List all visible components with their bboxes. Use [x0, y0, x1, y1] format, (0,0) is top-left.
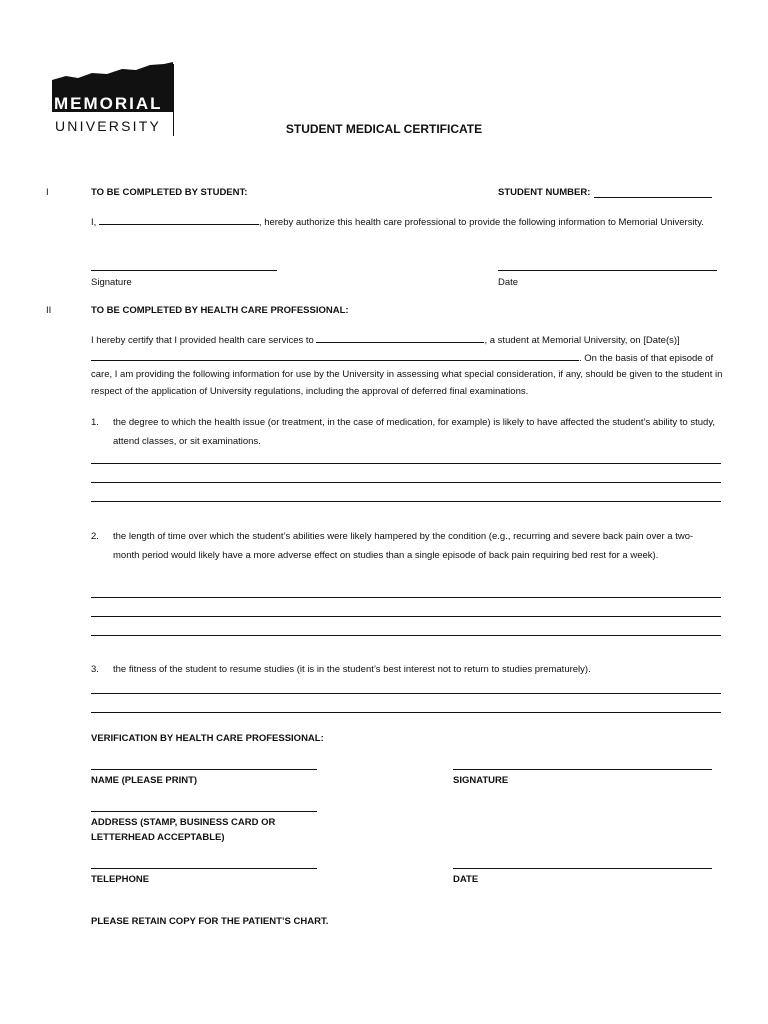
hcp-signature-label: SIGNATURE — [453, 775, 509, 786]
item-number: 3. — [91, 664, 99, 675]
section-numeral: I — [46, 187, 49, 198]
student-signature-field[interactable] — [91, 270, 277, 271]
address-label-line1: ADDRESS (STAMP, BUSINESS CARD OR — [91, 817, 276, 828]
section-heading: TO BE COMPLETED BY HEALTH CARE PROFESSIONAL: — [91, 305, 349, 316]
answer-line[interactable] — [91, 463, 721, 464]
telephone-label: TELEPHONE — [91, 874, 150, 885]
date-label: Date — [498, 277, 519, 288]
authorize-post: , hereby authorize this health care professional to provide the following information to Memorial University. — [258, 217, 704, 228]
dates-label: [Date(s)] — [643, 335, 680, 346]
hcp-signature-field[interactable] — [453, 769, 712, 770]
item-number: 1. — [91, 417, 99, 428]
item-text: the degree to which the health issue (or treatment, in the case of medication, for example) is likely to have affected the student’s ability to study, attend classes, or sit examinations. — [113, 417, 715, 447]
address-label-line2: LETTERHEAD ACCEPTABLE) — [91, 832, 225, 843]
item-text: the length of time over which the student’s abilities were likely hampered by the condition (e.g., recurring and severe back pain over a two-month period would likely have a more adverse effect on studies than a single episode of back pain requiring bed rest for a week). — [113, 531, 694, 561]
authorization-text — [91, 214, 725, 232]
authorize-pre: I, — [91, 217, 97, 228]
signature-label: Signature — [91, 277, 132, 288]
item-text: the fitness of the student to resume studies (it is in the student’s best interest not to return to studies prematurely). — [113, 664, 591, 675]
answer-line[interactable] — [91, 635, 721, 636]
dates-field[interactable] — [91, 350, 579, 361]
hcp-date-label: DATE — [453, 874, 479, 885]
logo-wordmark-bottom: UNIVERSITY — [55, 118, 162, 134]
item-number: 2. — [91, 531, 99, 542]
student-name-field[interactable] — [99, 214, 259, 225]
name-field[interactable] — [91, 769, 317, 770]
student-date-field[interactable] — [498, 270, 717, 271]
certify-mid: , a student at Memorial University, on — [484, 335, 641, 346]
certification-text — [91, 332, 725, 400]
logo-wordmark-top: MEMORIAL — [54, 94, 163, 113]
name-label: NAME (PLEASE PRINT) — [91, 775, 198, 786]
answer-line[interactable] — [91, 712, 721, 713]
answer-line[interactable] — [91, 597, 721, 598]
section-numeral: II — [46, 305, 52, 316]
address-field[interactable] — [91, 811, 317, 812]
answer-line[interactable] — [91, 693, 721, 694]
verification-heading: VERIFICATION BY HEALTH CARE PROFESSIONAL: — [91, 733, 324, 744]
student-number-field[interactable] — [594, 197, 712, 198]
section-heading: TO BE COMPLETED BY STUDENT: — [91, 187, 248, 198]
answer-line[interactable] — [91, 501, 721, 502]
page-title: STUDENT MEDICAL CERTIFICATE — [285, 122, 483, 136]
certify-post: . On the basis of that episode of care, I am providing the following information for use by the University in assessing what special consideration, if any, should be given to the student in respect of the application of University regulations, including the approval of deferred final examinations. — [91, 352, 723, 397]
answer-line[interactable] — [91, 482, 721, 483]
footer-note: PLEASE RETAIN COPY FOR THE PATIENT’S CHART. — [91, 916, 329, 927]
student-name-field[interactable] — [316, 332, 484, 343]
certify-pre: I hereby certify that I provided health care services to — [91, 335, 314, 346]
student-number-label: STUDENT NUMBER: — [498, 187, 591, 198]
hcp-date-field[interactable] — [453, 868, 712, 869]
telephone-field[interactable] — [91, 868, 317, 869]
answer-line[interactable] — [91, 616, 721, 617]
